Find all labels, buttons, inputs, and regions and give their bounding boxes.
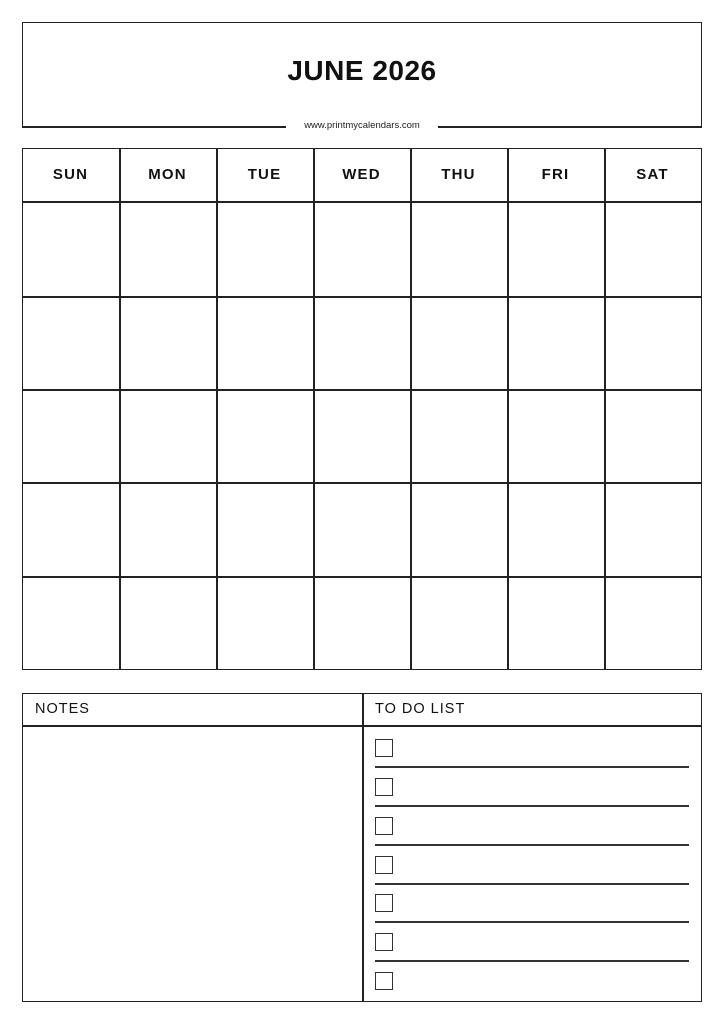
todo-line[interactable]	[375, 805, 689, 807]
grid-divider	[216, 148, 218, 670]
page-title: JUNE 2026	[287, 55, 437, 86]
weekday-header-sat: SAT	[636, 166, 669, 183]
todo-checkbox[interactable]	[375, 739, 393, 757]
weekday-header-fri: FRI	[541, 166, 570, 183]
todo-checkbox[interactable]	[375, 894, 393, 912]
todo-checkbox[interactable]	[375, 972, 393, 990]
grid-divider	[313, 148, 315, 670]
todo-label: TO DO LIST	[375, 701, 466, 717]
todo-checkbox[interactable]	[375, 778, 393, 796]
section-divider	[362, 693, 364, 1002]
grid-divider	[119, 148, 121, 670]
grid-divider	[604, 148, 606, 670]
todo-line[interactable]	[375, 766, 689, 768]
grid-divider	[22, 201, 702, 203]
title-box-bottom-rule-right	[438, 126, 702, 128]
grid-divider	[22, 296, 702, 298]
notes-label: NOTES	[35, 701, 90, 717]
weekday-header-mon: MON	[148, 166, 187, 183]
grid-divider	[22, 576, 702, 578]
todo-checkbox[interactable]	[375, 933, 393, 951]
title-box-bottom-rule-left	[22, 126, 286, 128]
calendar-grid	[22, 148, 702, 670]
grid-divider	[22, 482, 702, 484]
weekday-header-sun: SUN	[52, 166, 89, 183]
todo-checkbox[interactable]	[375, 856, 393, 874]
grid-divider	[507, 148, 509, 670]
website-link[interactable]: www.printmycalendars.com	[304, 120, 420, 131]
notes-area[interactable]	[24, 727, 361, 1000]
todo-line[interactable]	[375, 960, 689, 962]
weekday-header-thu: THU	[441, 166, 476, 183]
grid-divider	[22, 389, 702, 391]
todo-checkbox[interactable]	[375, 817, 393, 835]
grid-divider	[410, 148, 412, 670]
weekday-header-wed: WED	[342, 166, 381, 183]
weekday-header-tue: TUE	[247, 166, 282, 183]
todo-line[interactable]	[375, 844, 689, 846]
todo-line[interactable]	[375, 883, 689, 885]
todo-line[interactable]	[375, 921, 689, 923]
